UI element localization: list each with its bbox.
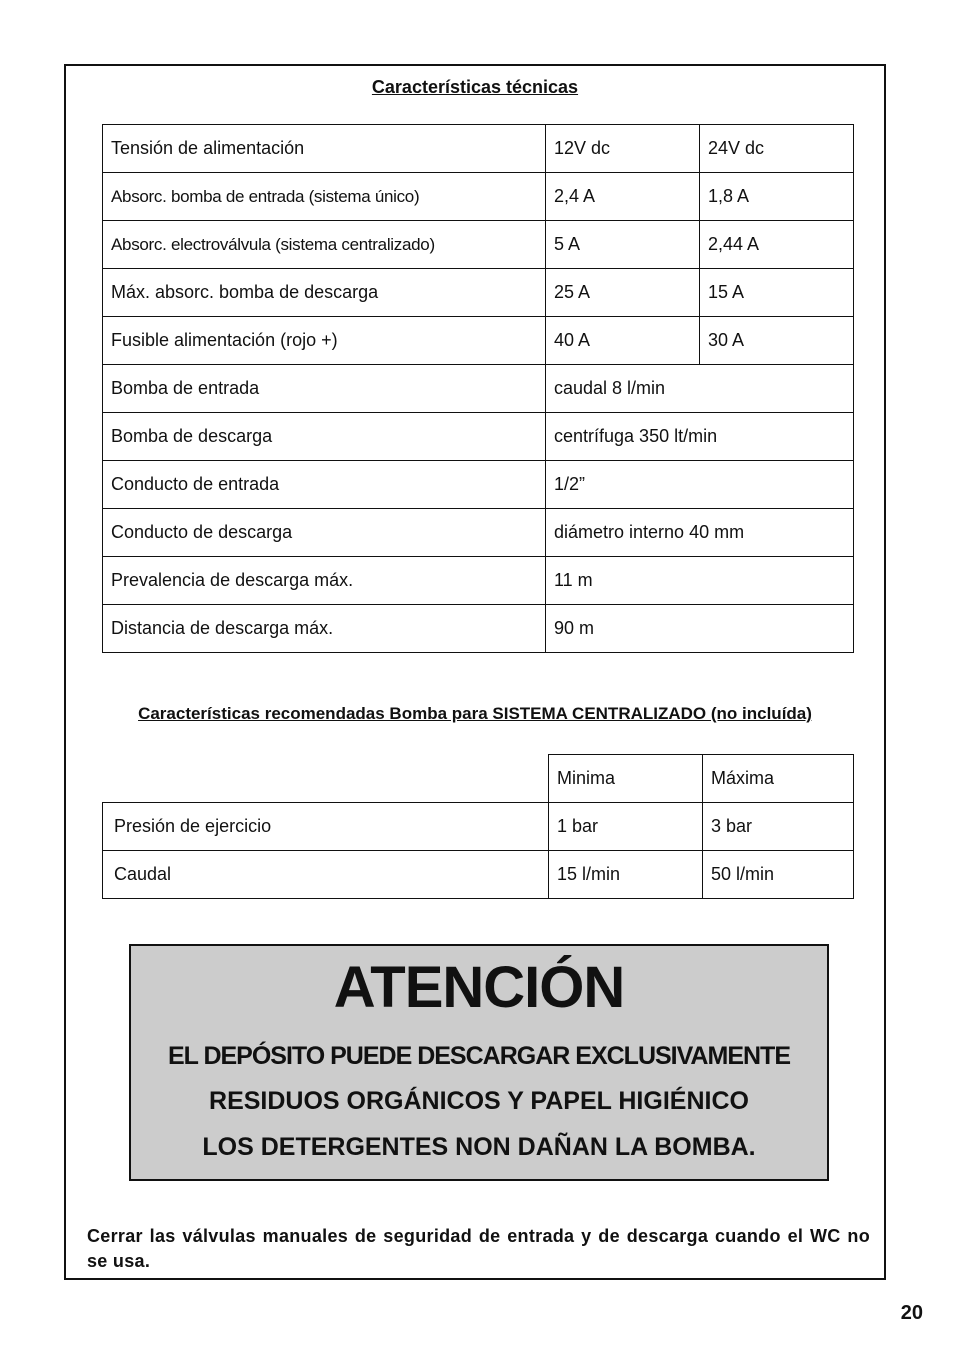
empty-header-cell (103, 755, 549, 803)
spec-value-12v: 5 A (546, 221, 700, 269)
spec-label: Absorc. electroválvula (sistema centralizado) (103, 221, 546, 269)
table-row (103, 851, 854, 899)
column-header-max: Máxima (703, 755, 854, 803)
spec-label: Conducto de entrada (103, 461, 546, 509)
spec-value-24v: 24V dc (700, 125, 854, 173)
spec-label: Máx. absorc. bomba de descarga (103, 269, 546, 317)
table-row (103, 413, 854, 461)
spec-label: Absorc. bomba de entrada (sistema único) (103, 173, 546, 221)
table-row (103, 461, 854, 509)
spec-label: Tensión de alimentación (103, 125, 546, 173)
pump-value-max: 50 l/min (703, 851, 854, 899)
spec-value-24v: 15 A (700, 269, 854, 317)
spec-value-24v: 1,8 A (700, 173, 854, 221)
pump-value-min: 15 l/min (549, 851, 703, 899)
safety-note: Cerrar las válvulas manuales de seguridad de entrada y de descarga cuando el WC no se usa. (87, 1226, 870, 1271)
pump-specs-table (102, 754, 854, 899)
spec-value-12v: 40 A (546, 317, 700, 365)
table-row (103, 557, 854, 605)
spec-label: Conducto de descarga (103, 509, 546, 557)
spec-label: Bomba de entrada (103, 365, 546, 413)
table-row (103, 173, 854, 221)
warning-title: ATENCIÓN (333, 955, 625, 1020)
table-header-row (103, 755, 854, 803)
column-header-min: Minima (549, 755, 703, 803)
warning-line: LOS DETERGENTES NON DAÑAN LA BOMBA. (202, 1133, 756, 1161)
spec-value: caudal 8 l/min (546, 365, 854, 413)
page-frame (64, 64, 886, 1280)
spec-label: Distancia de descarga máx. (103, 605, 546, 653)
table-row (103, 221, 854, 269)
spec-value: 90 m (546, 605, 854, 653)
spec-label: Fusible alimentación (rojo +) (103, 317, 546, 365)
page-number: 20 (900, 1302, 923, 1324)
spec-value: centrífuga 350 lt/min (546, 413, 854, 461)
pump-value-min: 1 bar (549, 803, 703, 851)
pump-label: Caudal (103, 851, 549, 899)
pump-section-title: Características recomendadas Bomba para SISTEMA CENTRALIZADO (no incluída) (138, 704, 812, 723)
spec-value: diámetro interno 40 mm (546, 509, 854, 557)
spec-label: Bomba de descarga (103, 413, 546, 461)
warning-line: EL DEPÓSITO PUEDE DESCARGAR EXCLUSIVAMENTE (168, 1042, 790, 1070)
spec-label: Prevalencia de descarga máx. (103, 557, 546, 605)
table-row (103, 509, 854, 557)
spec-value-24v: 2,44 A (700, 221, 854, 269)
spec-value: 1/2” (546, 461, 854, 509)
spec-value-12v: 2,4 A (546, 173, 700, 221)
warning-line: RESIDUOS ORGÁNICOS Y PAPEL HIGIÉNICO (209, 1087, 749, 1115)
warning-box (129, 944, 829, 1181)
pump-value-max: 3 bar (703, 803, 854, 851)
spec-value-12v: 12V dc (546, 125, 700, 173)
spec-value-12v: 25 A (546, 269, 700, 317)
pump-label: Presión de ejercicio (103, 803, 549, 851)
section-title: Características técnicas (371, 77, 579, 97)
spec-value: 11 m (546, 557, 854, 605)
table-row (103, 803, 854, 851)
table-row (103, 125, 854, 173)
table-row (103, 317, 854, 365)
spec-value-24v: 30 A (700, 317, 854, 365)
table-row (103, 269, 854, 317)
technical-specs-table (102, 124, 854, 653)
table-row (103, 605, 854, 653)
table-row (103, 365, 854, 413)
